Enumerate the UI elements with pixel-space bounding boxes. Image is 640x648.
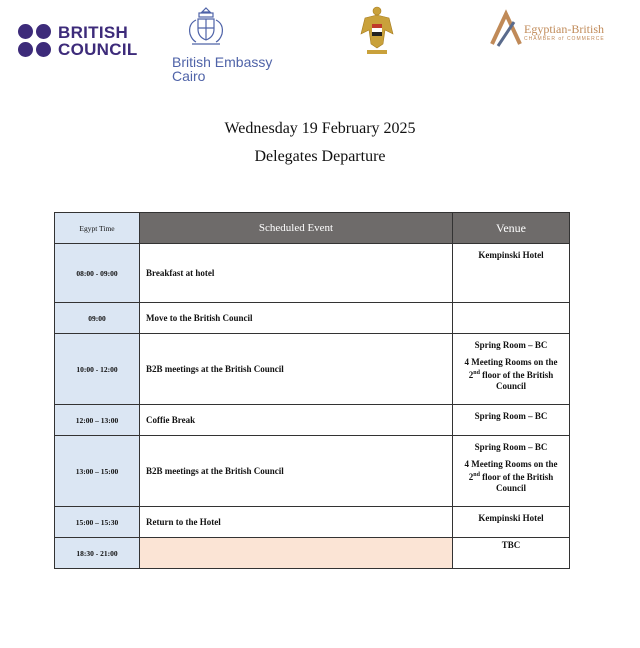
row-venue	[453, 538, 570, 569]
schedule-table	[54, 212, 570, 569]
row-event	[140, 538, 453, 569]
table-row	[55, 507, 570, 538]
row-venue	[453, 303, 570, 334]
row-event: B2B meetings at the British Council	[140, 334, 453, 405]
header-egypt-time: Egypt Time	[55, 213, 140, 244]
row-time: 08:00 - 09:00	[55, 244, 140, 303]
row-venue	[453, 244, 570, 303]
venue-line: Kempinski Hotel	[478, 513, 544, 523]
venue-line: TBC	[501, 540, 521, 550]
row-time: 15:00 – 15:30	[55, 507, 140, 538]
venue-line: 4 Meeting Rooms on the 2nd floor of the British Council	[464, 357, 558, 391]
row-time: 13:00 – 15:00	[55, 436, 140, 507]
row-venue	[453, 334, 570, 405]
table-row	[55, 303, 570, 334]
header-logos	[0, 0, 640, 84]
table-row	[55, 244, 570, 303]
row-event: Return to the Hotel	[140, 507, 453, 538]
british-council-line2: COUNCIL	[58, 40, 138, 59]
royal-crest-icon	[184, 4, 228, 48]
page-subtitle: Delegates Departure	[254, 148, 386, 165]
chamber-of-commerce-logo	[488, 4, 628, 64]
egypt-ministry-logo	[322, 4, 432, 56]
venue-line: Spring Room – BC	[474, 442, 548, 452]
page-title-date: Wednesday 19 February 2025	[224, 120, 416, 137]
table-row	[55, 334, 570, 405]
chamber-emblem-icon	[488, 8, 524, 52]
header-venue: Venue	[453, 213, 570, 244]
table-header-row	[55, 213, 570, 244]
british-council-logo	[18, 24, 138, 58]
venue-line: Spring Room – BC	[474, 411, 548, 421]
row-venue	[453, 436, 570, 507]
venue-line: 4 Meeting Rooms on the 2nd floor of the British Council	[464, 459, 558, 493]
row-event: Move to the British Council	[140, 303, 453, 334]
british-council-line1: BRITISH	[58, 23, 129, 42]
header-scheduled-event: Scheduled Event	[140, 213, 453, 244]
row-time: 09:00	[55, 303, 140, 334]
chamber-subtitle: CHAMBER of COMMERCE	[524, 36, 605, 42]
venue-line: Spring Room – BC	[474, 340, 548, 350]
row-event: Coffie Break	[140, 405, 453, 436]
row-event: Breakfast at hotel	[140, 244, 453, 303]
row-time: 18:30 - 21:00	[55, 538, 140, 569]
row-event: B2B meetings at the British Council	[140, 436, 453, 507]
venue-line: Kempinski Hotel	[478, 250, 544, 260]
embassy-line1: British Embassy	[172, 54, 273, 70]
chamber-name: Egyptian-British	[524, 22, 604, 36]
british-council-dots-icon	[18, 24, 52, 58]
row-time: 12:00 – 13:00	[55, 405, 140, 436]
row-venue	[453, 405, 570, 436]
eagle-of-saladin-icon	[357, 4, 397, 56]
british-embassy-logo	[172, 4, 282, 83]
row-time: 10:00 - 12:00	[55, 334, 140, 405]
table-row	[55, 436, 570, 507]
table-row	[55, 538, 570, 569]
embassy-line2: Cairo	[172, 68, 206, 84]
row-venue	[453, 507, 570, 538]
table-row	[55, 405, 570, 436]
